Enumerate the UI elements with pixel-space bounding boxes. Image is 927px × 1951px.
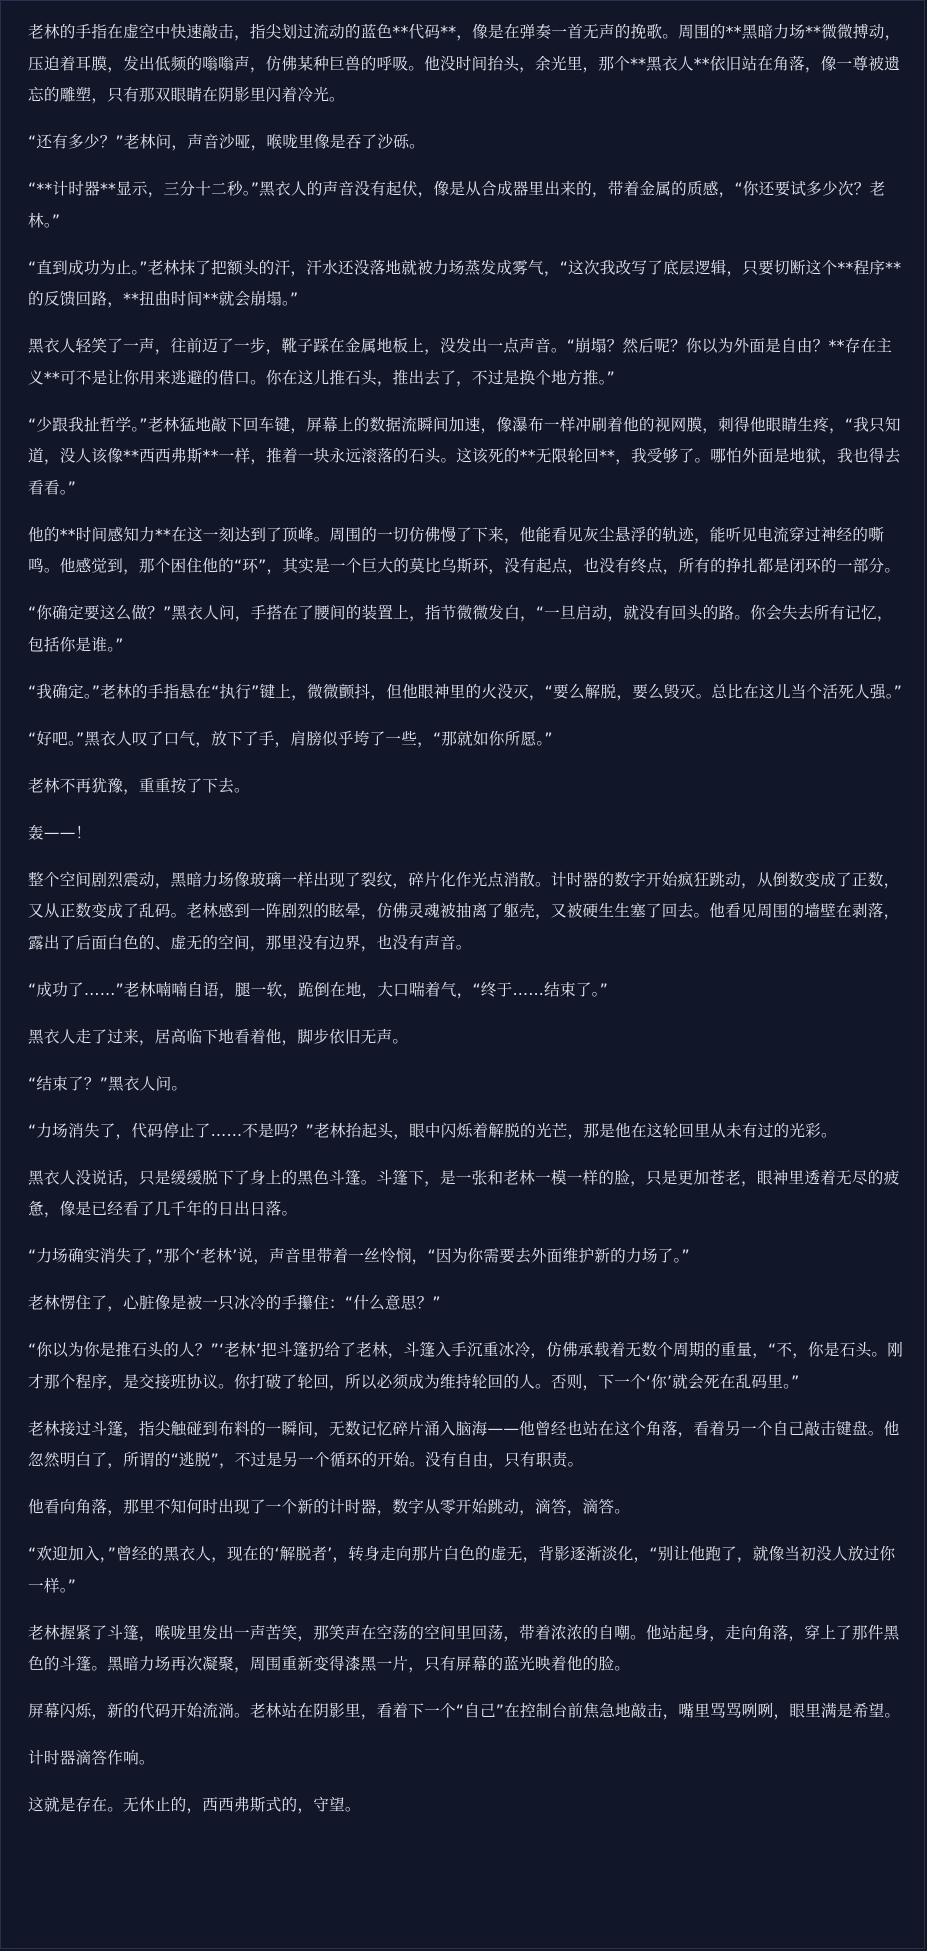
paragraph: 老林不再犹豫，重重按了下去。 xyxy=(28,776,250,795)
paragraph: “结束了？”黑衣人问。 xyxy=(28,1074,188,1093)
paragraph: 老林愣住了，心脏像是被一只冰冷的手攥住：“什么意思？” xyxy=(28,1294,441,1312)
paragraph: “直到成功为止。”老林抹了把额头的汗，汗水还没落地就被力场蒸发成雾气，“这次我改写了底层逻辑，只要切断这个**程序**的反馈回路，**扭曲时间**就会崩塌。” xyxy=(28,258,902,308)
paragraph: “成功了……”老林喃喃自语，腿一软，跪倒在地，大口喘着气，“终于……结束了。” xyxy=(28,980,609,999)
paragraph: “还有多少？”老林问，声音沙哑，喉咙里像是吞了沙砾。 xyxy=(28,133,425,151)
paragraph: 屏幕闪烁，新的代码开始流淌。老林站在阴影里，看着下一个“自己”在控制台前焦急地敲击，嘴里骂骂咧咧，眼里满是希望。 xyxy=(28,1702,901,1720)
paragraph: 轰——！ xyxy=(28,823,92,842)
paragraph: “好吧。”黑衣人叹了口气，放下了手，肩膀似乎垮了一些，“那就如你所愿。” xyxy=(28,729,553,748)
paragraph: 他的**时间感知力**在这一刻达到了顶峰。周围的一切仿佛慢了下来，他能看见灰尘悬浮的轨迹，能听见电流穿过神经的嘶鸣。他感觉到，那个困住他的“环”，其实是一个巨大的莫比乌斯环，没有起点，也没有终点，所有的挣扎都是闭环的一部分。 xyxy=(28,525,901,575)
paragraph: 整个空间剧烈震动，黑暗力场像玻璃一样出现了裂纹，碎片化作光点消散。计时器的数字开始疯狂跳动，从倒数变成了正数，又从正数变成了乱码。老林感到一阵剧烈的眩晕，仿佛灵魂被抽离了躯壳，又被硬生生塞了回去。他看见周围的墙壁在剥落，露出了后面白色的、虚无的空间，那里没有边界，也没有声音。 xyxy=(28,870,900,952)
paragraph: 老林接过斗篷，指尖触碰到布料的一瞬间，无数记忆碎片涌入脑海——他曾经也站在这个角落，看着另一个自己敲击键盘。他忽然明白了，所谓的“逃脱”，不过是另一个循环的开始。没有自由，只有职责。 xyxy=(28,1419,900,1469)
paragraph: 黑衣人轻笑了一声，往前迈了一步，靴子踩在金属地板上，没发出一点声音。“崩塌？然后呢？你以为外面是自由？**存在主义**可不是让你用来逃避的借口。你在这儿推石头，推出去了，不过是换个地方推。” xyxy=(28,337,893,387)
paragraph: “力场确实消失了，”那个‘老林’说，声音里带着一丝怜悯，“因为你需要去外面维护新的力场了。” xyxy=(28,1247,690,1265)
paragraph: “少跟我扯哲学。”老林猛地敲下回车键，屏幕上的数据流瞬间加速，像瀑布一样冲刷着他的视网膜，刺得他眼睛生疼，“我只知道，没人该像**西西弗斯**一样，推着一块永远滚落的石头。这该死的**无限轮回**，我受够了。哪怕外面是地狱，我也得去看看。” xyxy=(28,415,901,497)
paragraph: 黑衣人走了过来，居高临下地看着他，脚步依旧无声。 xyxy=(28,1027,409,1046)
paragraph: “你确定要这么做？”黑衣人问，手搭在了腰间的装置上，指节微微发白，“一旦启动，就没有回头的路。你会失去所有记忆，包括你是谁。” xyxy=(28,604,893,654)
paragraph: 计时器滴答作响。 xyxy=(28,1749,155,1767)
paragraph: 老林的手指在虚空中快速敲击，指尖划过流动的蓝色**代码**，像是在弹奏一首无声的挽歌。周围的**黑暗力场**微微搏动，压迫着耳膜，发出低频的嗡嗡声，仿佛某种巨兽的呼吸。他没时间抬头，余光里，那个**黑衣人**依旧站在角落，像一尊被遗忘的雕塑，只有那双眼睛在阴影里闪着冷光。 xyxy=(28,23,901,104)
paragraph: 他看向角落，那里不知何时出现了一个新的计时器，数字从零开始跳动，滴答，滴答。 xyxy=(28,1498,631,1516)
paragraph: 这就是存在。无休止的，西西弗斯式的，守望。 xyxy=(28,1796,361,1814)
paragraph: “欢迎加入，”曾经的黑衣人，现在的‘解脱者’，转身走向那片白色的虚无，背影逐渐淡化，“别让他跑了，就像当初没人放过你一样。” xyxy=(28,1545,896,1595)
paragraph: “你以为你是推石头的人？”‘老林’把斗篷扔给了老林，斗篷入手沉重冰冷，仿佛承载着无数个周期的重量，“不，你是石头。刚才那个程序，是交接班协议。你打破了轮回，所以必须成为维持轮回的人。否则，下一个‘你’就会死在乱码里。” xyxy=(28,1341,904,1391)
paragraph: “我确定。”老林的手指悬在“执行”键上，微微颤抖，但他眼神里的火没灭，“要么解脱，要么毁灭。总比在这儿当个活死人强。” xyxy=(28,682,903,701)
paragraph: 老林握紧了斗篷，喉咙里发出一声苦笑，那笑声在空荡的空间里回荡，带着浓浓的自嘲。他站起身，走向角落，穿上了那件黑色的斗篷。黑暗力场再次凝聚，周围重新变得漆黑一片，只有屏幕的蓝光映着他的脸。 xyxy=(28,1623,900,1673)
paragraph: “**计时器**显示，三分十二秒。”黑衣人的声音没有起伏，像是从合成器里出来的，带着金属的质感，“你还要试多少次？老林。” xyxy=(28,180,886,230)
paragraph: “力场消失了，代码停止了……不是吗？”老林抬起头，眼中闪烁着解脱的光芒，那是他在这轮回里从未有过的光彩。 xyxy=(28,1121,837,1140)
story-text xyxy=(28,17,904,1837)
paragraph: 黑衣人没说话，只是缓缓脱下了身上的黑色斗篷。斗篷下，是一张和老林一模一样的脸，只是更加苍老，眼神里透着无尽的疲惫，像是已经看了几千年的日出日落。 xyxy=(28,1168,900,1218)
